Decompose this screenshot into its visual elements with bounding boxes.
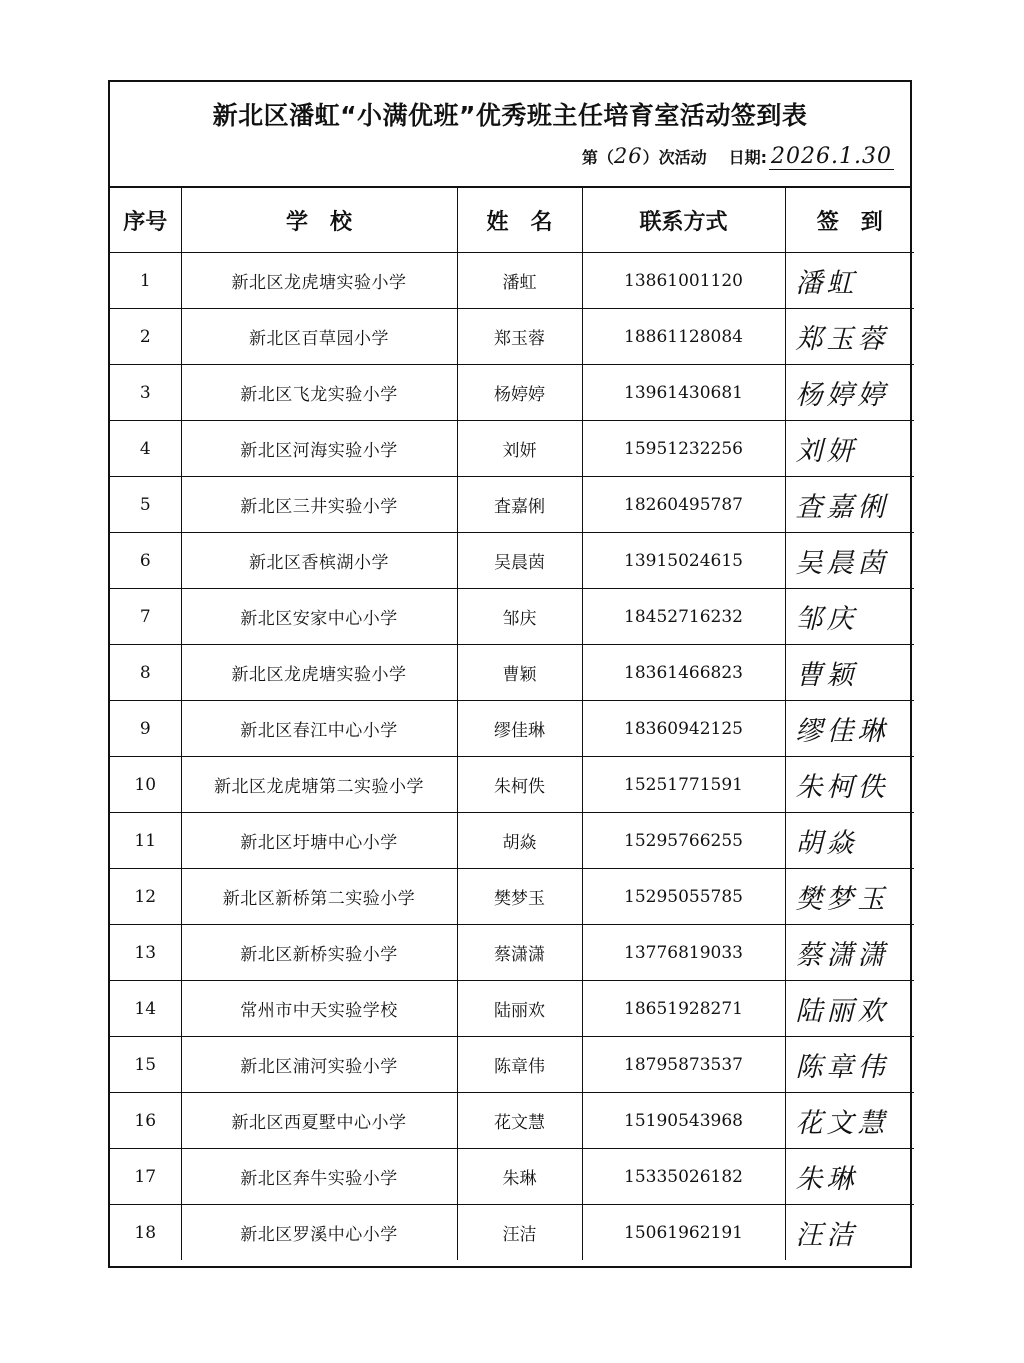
phone-cell: 18361466823 [582,645,785,701]
phone-cell: 18260495787 [582,477,785,533]
col-header-signature: 签 到 [785,188,914,253]
row-number: 7 [110,589,181,645]
table-row [110,981,914,1037]
signature-cell: 胡焱 [785,813,914,869]
table-header-row [110,188,914,253]
row-number: 6 [110,533,181,589]
col-header-phone: 联系方式 [582,188,785,253]
phone-cell: 13961430681 [582,365,785,421]
phone-cell: 18795873537 [582,1037,785,1093]
table-row [110,1093,914,1149]
phone-cell: 18452716232 [582,589,785,645]
name-cell: 朱柯佚 [457,757,582,813]
school-cell: 新北区龙虎塘实验小学 [181,645,457,701]
phone-cell: 15295766255 [582,813,785,869]
session-suffix: ）次活动 [642,148,707,167]
school-cell: 新北区圩塘中心小学 [181,813,457,869]
signin-sheet [108,80,912,1268]
table-row [110,1149,914,1205]
table-row [110,253,914,309]
phone-cell: 18651928271 [582,981,785,1037]
phone-cell: 15295055785 [582,869,785,925]
row-number: 14 [110,981,181,1037]
signature-cell: 潘虹 [785,253,914,309]
school-cell: 新北区龙虎塘第二实验小学 [181,757,457,813]
table-row [110,813,914,869]
row-number: 4 [110,421,181,477]
name-cell: 曹颖 [457,645,582,701]
phone-cell: 15951232256 [582,421,785,477]
school-cell: 新北区西夏墅中心小学 [181,1093,457,1149]
title-block [110,82,910,188]
school-cell: 新北区香槟湖小学 [181,533,457,589]
table-row [110,869,914,925]
signature-cell: 樊梦玉 [785,869,914,925]
table-row [110,757,914,813]
signature-cell: 邹庆 [785,589,914,645]
name-cell: 吴晨茵 [457,533,582,589]
name-cell: 陆丽欢 [457,981,582,1037]
col-header-no: 序号 [110,188,181,253]
school-cell: 新北区奔牛实验小学 [181,1149,457,1205]
phone-cell: 15061962191 [582,1205,785,1261]
phone-cell: 13861001120 [582,253,785,309]
name-cell: 潘虹 [457,253,582,309]
row-number: 18 [110,1205,181,1261]
name-cell: 胡焱 [457,813,582,869]
school-cell: 常州市中天实验学校 [181,981,457,1037]
signature-cell: 陆丽欢 [785,981,914,1037]
name-cell: 樊梦玉 [457,869,582,925]
name-cell: 査嘉俐 [457,477,582,533]
row-number: 9 [110,701,181,757]
signature-cell: 刘妍 [785,421,914,477]
school-cell: 新北区罗溪中心小学 [181,1205,457,1261]
table-row [110,645,914,701]
school-cell: 新北区三井实验小学 [181,477,457,533]
phone-cell: 18861128084 [582,309,785,365]
name-cell: 蔡潇潇 [457,925,582,981]
date-label: 日期: [728,148,768,167]
signature-cell: 陈章伟 [785,1037,914,1093]
phone-cell: 13915024615 [582,533,785,589]
signature-cell: 朱柯佚 [785,757,914,813]
session-number: 26 [613,144,643,168]
school-cell: 新北区安家中心小学 [181,589,457,645]
session-prefix: 第（ [581,148,614,167]
name-cell: 郑玉蓉 [457,309,582,365]
table-row [110,701,914,757]
phone-cell: 13776819033 [582,925,785,981]
row-number: 16 [110,1093,181,1149]
signature-cell: 蔡潇潇 [785,925,914,981]
table-row [110,589,914,645]
school-cell: 新北区新桥实验小学 [181,925,457,981]
signature-cell: 朱琳 [785,1149,914,1205]
school-cell: 新北区百草园小学 [181,309,457,365]
table-body [110,253,914,1261]
signature-cell: 曹颖 [785,645,914,701]
row-number: 11 [110,813,181,869]
table-row [110,477,914,533]
school-cell: 新北区春江中心小学 [181,701,457,757]
name-cell: 汪洁 [457,1205,582,1261]
school-cell: 新北区新桥第二实验小学 [181,869,457,925]
table-row [110,925,914,981]
signature-cell: 缪佳琳 [785,701,914,757]
school-cell: 新北区河海实验小学 [181,421,457,477]
name-cell: 朱琳 [457,1149,582,1205]
signin-table [110,188,914,1260]
row-number: 12 [110,869,181,925]
table-row [110,533,914,589]
row-number: 2 [110,309,181,365]
name-cell: 花文慧 [457,1093,582,1149]
date-value: 2026.1.30 [771,144,892,169]
phone-cell: 18360942125 [582,701,785,757]
signature-cell: 花文慧 [785,1093,914,1149]
name-cell: 邹庆 [457,589,582,645]
signature-cell: 吴晨茵 [785,533,914,589]
name-cell: 缪佳琳 [457,701,582,757]
row-number: 1 [110,253,181,309]
table-row [110,365,914,421]
phone-cell: 15251771591 [582,757,785,813]
row-number: 10 [110,757,181,813]
name-cell: 刘妍 [457,421,582,477]
sheet-title: 新北区潘虹“小满优班”优秀班主任培育室活动签到表 [212,101,808,130]
signature-cell: 杨婷婷 [785,365,914,421]
row-number: 3 [110,365,181,421]
row-number: 13 [110,925,181,981]
row-number: 15 [110,1037,181,1093]
school-cell: 新北区龙虎塘实验小学 [181,253,457,309]
table-row [110,1205,914,1261]
phone-cell: 15335026182 [582,1149,785,1205]
signature-cell: 郑玉蓉 [785,309,914,365]
table-row [110,421,914,477]
session-meta [582,144,894,170]
school-cell: 新北区飞龙实验小学 [181,365,457,421]
table-row [110,1037,914,1093]
row-number: 5 [110,477,181,533]
phone-cell: 15190543968 [582,1093,785,1149]
row-number: 17 [110,1149,181,1205]
row-number: 8 [110,645,181,701]
col-header-school: 学 校 [181,188,457,253]
signature-cell: 査嘉俐 [785,477,914,533]
col-header-name: 姓 名 [457,188,582,253]
school-cell: 新北区浦河实验小学 [181,1037,457,1093]
name-cell: 陈章伟 [457,1037,582,1093]
signature-cell: 汪洁 [785,1205,914,1261]
name-cell: 杨婷婷 [457,365,582,421]
table-row [110,309,914,365]
